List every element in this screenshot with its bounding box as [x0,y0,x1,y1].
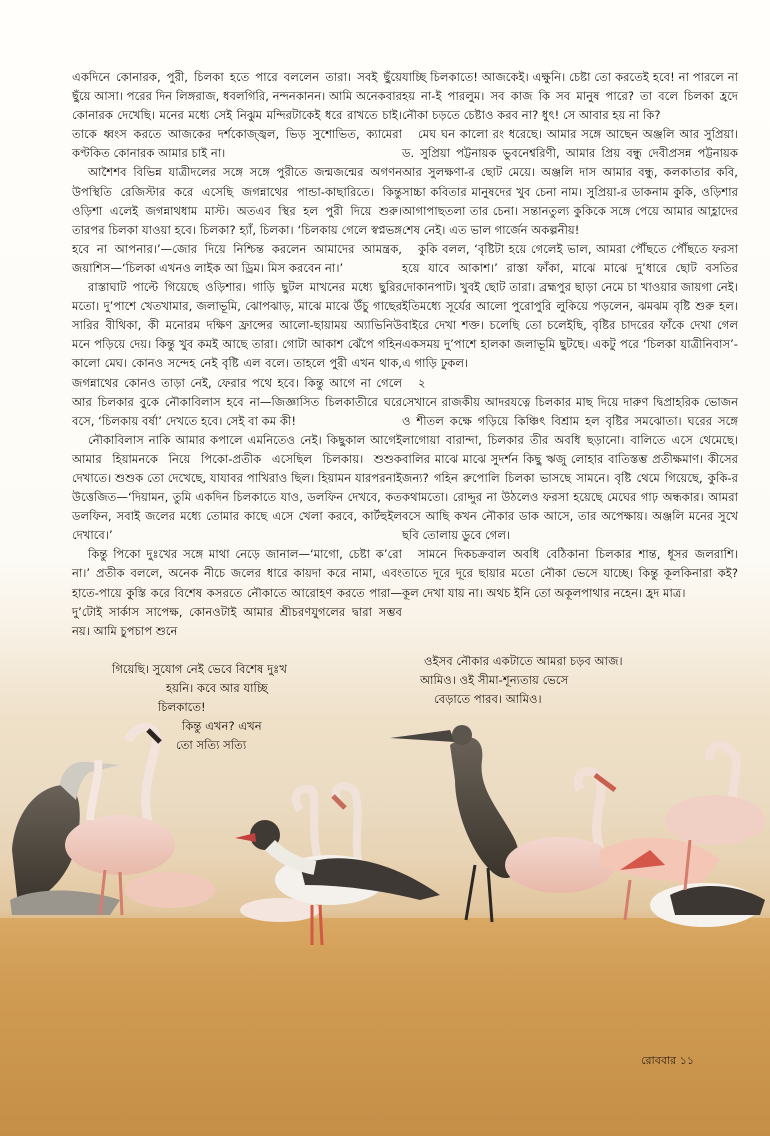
paragraph: সেখানে রাজকীয় আদরযত্নে চিলকার মাছ দিয়ে দারুণ দ্বিপ্রাহরিক ভোজন ও শীতল কক্ষে গড়িয়ে কিঞ্চিৎ বিশ্রাম হল বৃষ্টির সমঝোতা। ঘরের সঙ্গে লাগোয়া বারান্দা, চিলকার তীর অবধি ছড়ানো। বালিতে এসে থেমেছে। বালির মাঝে মাঝে সুদর্শন কিছু ঋজু লোহার বাতিস্তম্ভ প্রতীক্ষমাণ। কীসের জন্য? গহিন রুপোলি চিলকা ভাসছে সামনে। বৃষ্টি থেমে গিয়েছে, কুকি-র কথামতো। রোদ্দুর না উঠলেও ফরসা হয়েছে মেঘের গাঢ় অন্ধকার। আমরা বসে আছি কখন নৌকার ডাক আসে, তার অপেক্ষায়। অঞ্জলি মনের সুখে ছবি তোলায় ডুবে গেল। [402,394,738,543]
poem-line: বেড়াতে পারব। আমিও। [434,692,542,706]
poem-line: আমিও। ওই সীমা-শূন্যতায় ভেসে [420,673,569,687]
poem-left [112,660,287,755]
section-number: ২ [418,375,426,390]
paragraph: একদিনে কোনারক, পুরী, চিলকা হতে পারে বললেন তারা। সবই ছুঁয়ে ছুঁয়ে আসা। পরের দিন লিঙ্গরাজ, ধবলগিরি, নন্দনকানন। আমি অনেকবার কোনারক দেখেছি। মনের মধ্যে সেই নিঝুম মন্দিরটাকেই ধরে রাখতে চাই। তাকে ধ্বংস করতে আজকের দর্শকোজ্জ্বল, ভিড় সুশোভিত, ক্যামেরা কণ্টকিত কোনারক আমার চাই না। [72,70,402,161]
poem-line: ওইসব নৌকার একটাতে আমরা চড়ব আজ। [424,654,623,668]
flamingo-group-left [65,727,215,915]
paragraph: কুকি বলল, ‘বৃষ্টিটা হয়ে গেলেই ভাল, আমরা পৌঁছতে পৌঁছতে ফরসা হয়ে যাবে আকাশ।’ রাস্তা ফাঁকা, মাঝে মাঝে দু’ধারে ছোট বসতির দোকানপাট। খুবই ছোট তারা। ব্রহ্মপুর ছাড়া নেমে চা খাওয়ার জায়গা নেই। ইতিমধ্যে সূর্যের আলো পুরোপুরি লুকিয়ে পড়লেন, ঝমঝম বৃষ্টি শুরু হল। বাইরে দেখা শক্ত। চলেছি তো চলেইছি, বৃষ্টির চাদরের ফাঁকে দেখা গেল একসময় দু’পাশে হালকা জলাভূমি ছুটছে। একটু পরে ‘চিলকা যাত্রীনিবাস’-এ গাড়ি ঢুকল। [402,241,738,371]
article-column-right [402,68,738,603]
poem-line: কিন্তু এখন? এখন [182,719,262,733]
paragraph: আশৈশব বিভিন্ন যাত্রীদলের সঙ্গে সঙ্গে পুরীতে জন্মজন্মের অগণন উপস্থিতি রেজিস্টার করে এসেছি জগন্নাথের পান্ডা-কাছারিতে। কিন্তু ওড়িশা এলেই জগন্নাথধাম মাস্ট। অতএব স্থির হল পুরী দিয়ে শুরু। তারপর চিলকা যাওয়া হবে। চিলকা? হ্যাঁ, চিলকা। ‘চিলকায় গেলে স্বপ্নভঙ্গ হবে না আপনার।’—জোর দিয়ে নিশ্চিন্ত করলেন আমাদের আমন্ত্রক, জয়াশিস—‘চিলকা এখনও লাইক আ ড্রিম। মিস করবেন না।’ [72,165,402,275]
poem-line: হয়নি। কবে আর যাচ্ছি [166,681,268,695]
paragraph: রাস্তাঘাট পাল্টে গিয়েছে ওড়িশার। গাড়ি ছুটল মাখনের মধ্যে ছুরির মতো। দু’পাশে খেতখামার, জলাভূমি, ঝোপঝাড়, মাঝে মাঝে উঁচু গাছের সারির বীথিকা, কী মনোরম দক্ষিণ ফ্রান্সের আলো-ছায়াময় অ্যাভিনিউ মনে পড়িয়ে দেয়। কিন্তু খুব কমই আছে তারা। গোটা আকাশ ঝেঁপে গহিন কালো মেঘ। কোনও সন্দেহ নেই বৃষ্টি এল বলে। তাহলে পুরী এখন থাক, জগন্নাথের কোনও তাড়া নেই, ফেরার পথে হবে। কিন্তু আগে না গেলে আর চিলকার বুকে নৌকাবিলাস হবে না—জিজ্ঞাসিত চিলকাতীরে ঘরে বসে, ‘চিলকায় বর্ষা’ দেখতে হবে। সেই বা কম কী! [72,280,402,428]
paragraph: সামনে দিকচক্রবাল অবধি বেঠিকানা চিলকার শান্ত, ধূসর জলরাশি। তাতে দূরে দূরে ছায়ার মতো নৌকা ভেসে যাচ্ছে। কিন্তু কূলকিনারা কই? কূল দেখা যায় না। অথচ ইনি তো অকূলপাথার নহেন। হ্রদ মাত্র। [402,547,738,600]
gull [235,820,440,945]
poem-line: গিয়েছি। সুযোগ নেই ভেবে বিশেষ দুঃখ [112,662,287,676]
flamingo-group-right [505,746,765,927]
paragraph: কিন্তু পিকো দুঃখের সঙ্গে মাথা নেড়ে জানাল—‘মাগো, চেষ্টা ক’রো না।’ প্রতীক বললে, অনেক নীচে জলের ধারে কায়দা করে নামা, এবং হাতে-পায়ে কুস্তি করে বিশেষ কসরতে নৌকাতে আরোহণ করতে পারা—দু’টোই সার্কাস সাপেক্ষ, কোনওটাই আমার শ্রীচরণযুগলের দ্বারা সম্ভব নয়। আমি চুপচাপ শুনে [72,547,402,638]
paragraph: যাচ্ছি চিলকাতে! আজকেই। এক্ষুনি। চেষ্টা তো করতেই হবে! না পারলে না হয় না-ই পারলুম। সব কাজ কি সব মানুষ পারে? তা বলে চিলকা হ্রদে নৌকা চড়তে চেষ্টাও করব না? ধুৎ! সে আবার হয় না কি? [402,70,738,123]
article-column-left [72,68,402,641]
poem-line: চিলকাতে! [158,700,206,714]
paragraph: মেঘ ঘন কালো রং ধরেছে। আমার সঙ্গে আছেন অঞ্জলি আর সুপ্রিয়া। ড. সুপ্রিয়া পট্টনায়ক ভুবনেশ্বরিণী, আমার প্রিয় বন্ধু দেবীপ্রসন্ন পট্টনায়ক আর সুলক্ষণা-র ছোট মেয়ে। অঞ্জলি দাস আমার বন্ধু, কলকাতার কবি, সাচ্চা কবিতার মানুষদের খুব চেনা নাম। সুপ্রিয়া-র ডাকনাম কুকি, ওড়িশার আগাপাছতলা তার চেনা। সন্তানতুল্য কুকিকে সঙ্গে পেয়ে আমার আহ্লাদের শেষ নেই। এত ভাল গার্জেন অকল্পনীয়! [402,127,738,237]
page-footer: রোববার ১১ [641,1054,694,1067]
paragraph: নৌকাবিলাস নাকি আমার কপালে এমনিতেও নেই। কিছুকাল আগেই আমার হিয়ামনকে নিয়ে পিকো-প্রতীক এসেছিল চিলকায়। শুশুক দেখাতে। শুশুক তো দেখেছে, যাযাবর পাখিরাও ছিল। হিয়ামন যারপরনাই উত্তেজিত—‘দিয়ামন, তুমি একদিন চিলকাতে যাও, ডলফিন দেখবে, কত ডলফিন, সবাই জলের মধ্যে তোমার কাছে এসে খেলা করবে, কার্টহুইল দেখাবে।’ [72,432,402,543]
poem-line: তো সত্যি সত্যি [176,738,247,752]
poem-right [418,652,623,709]
